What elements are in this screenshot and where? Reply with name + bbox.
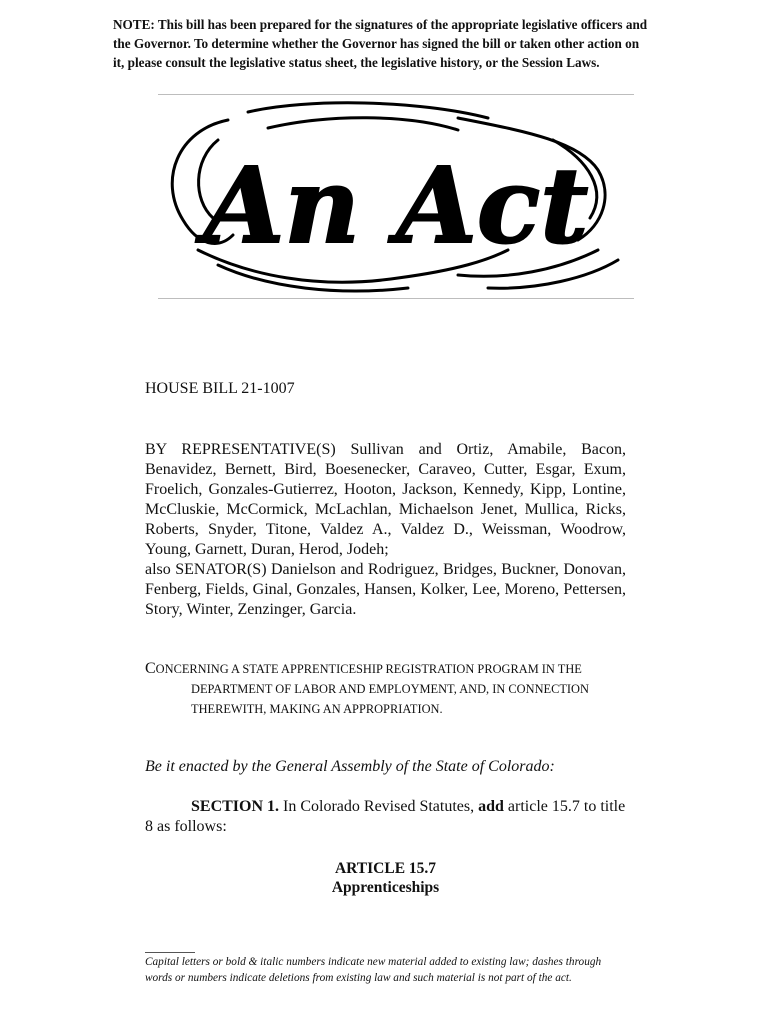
sponsors-block [145,440,626,620]
bill-title [145,659,626,719]
an-act-lettering: An Act [203,144,589,267]
article-title: Apprenticeships [331,879,440,896]
title-line-1: ONCERNING A STATE APPRENTICESHIP REGISTRATION PROGRAM IN THE [155,662,582,676]
house-sponsors: BY REPRESENTATIVE(S) Sullivan and Ortiz, Amabile, Bacon, Benavidez, Bernett, Bird, Boesenecker, Caraveo, Cutter, Esgar, Exum, Froelich, Gonzales-Gutierrez, Hooton, Jackson, Kennedy, Kipp, Lontine, McCluskie, McCormick, McLachlan, Michaelson Jenet, Mullica, Ricks, Roberts, Snyder, Titone, Valdez A., Valdez D., Weissman, Woodrow, Young, Garnett, Duran, Herod, Jodeh; [145,441,626,558]
title-line-3: THEREWITH, MAKING AN APPROPRIATION. [191,702,443,716]
top-divider [158,94,634,95]
section-text-after: article 15.7 to title 8 as follows: [145,798,626,835]
section-1 [145,797,626,837]
title-line-2: DEPARTMENT OF LABOR AND EMPLOYMENT, AND, IN CONNECTION [191,682,589,696]
an-act-flourish-graphic [158,100,634,296]
an-act-seal [158,100,634,296]
title-first-letter: C [145,660,156,677]
signature-note: NOTE: This bill has been prepared for the signatures of the appropriate legislative officers and the Governor. To determine whether the Governor has signed the bill or taken other action on it, please consult the legislative status sheet, the legislative history, or the Session Laws. [113,17,648,70]
footnote: Capital letters or bold & italic numbers indicate new material added to existing law; dashes through words or numbers indicate deletions from existing law and such material is not part of the act. [145,956,602,984]
bill-number: HOUSE BILL 21-1007 [145,380,295,397]
enacting-clause: Be it enacted by the General Assembly of the State of Colorado: [145,758,555,775]
section-text-before: In Colorado Revised Statutes, [279,798,479,815]
senate-sponsors: also SENATOR(S) Danielson and Rodriguez, Bridges, Buckner, Donovan, Fenberg, Fields, Ginal, Gonzales, Hansen, Kolker, Lee, Moreno, Pettersen, Story, Winter, Zenzinger, Garcia. [145,561,626,618]
article-heading [145,859,626,897]
article-number: ARTICLE 15.7 [334,860,437,877]
section-label: SECTION 1. [191,798,280,815]
bottom-divider [158,298,634,299]
section-action: add [478,798,504,815]
footnote-divider [145,952,195,953]
